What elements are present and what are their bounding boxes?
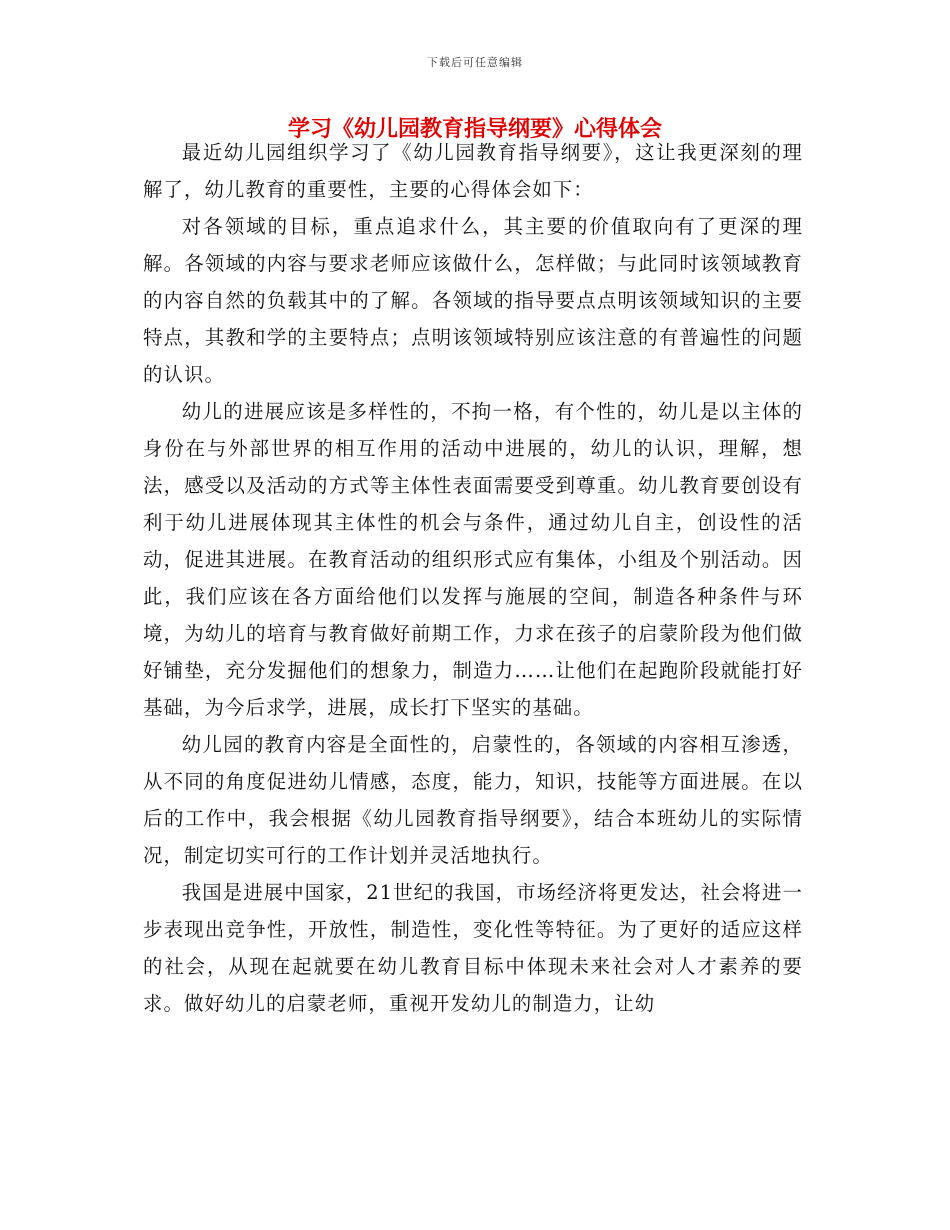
paragraph-1: 最近幼儿园组织学习了《幼儿园教育指导纲要》，这让我更深刻的理解了，幼儿教育的重要性，主要的心得体会如下：	[143, 141, 803, 201]
paragraph-5: 我国是进展中国家，21世纪的我国，市场经济将更发达，社会将进一步表现出竞争性，开放性，制造性，变化性等特征。为了更好的适应这样的社会，从现在起就要在幼儿教育目标中体现未来社会对人才素养的要求。做好幼儿的启蒙老师，重视开发幼儿的制造力，让幼	[143, 881, 803, 1015]
paragraph-4: 幼儿园的教育内容是全面性的，启蒙性的，各领域的内容相互渗透，从不同的角度促进幼儿情感，态度，能力，知识，技能等方面进展。在以后的工作中，我会根据《幼儿园教育指导纲要》，结合本班幼儿的实际情况，制定切实可行的工作计划并灵活地执行。	[143, 733, 803, 867]
header-note: 下载后可任意编辑	[427, 56, 523, 69]
paragraph-2: 对各领域的目标，重点追求什么，其主要的价值取向有了更深的理解。各领域的内容与要求老师应该做什么，怎样做；与此同时该领域教育的内容自然的负载其中的了解。各领域的指导要点点明该领域知识的主要特点，其教和学的主要特点；点明该领域特别应该注意的有普遍性的问题的认识。	[143, 215, 803, 386]
paragraph-3: 幼儿的进展应该是多样性的，不拘一格，有个性的，幼儿是以主体的身份在与外部世界的相互作用的活动中进展的，幼儿的认识，理解，想法，感受以及活动的方式等主体性表面需要受到尊重。幼儿教育要创设有利于幼儿进展体现其主体性的机会与条件，通过幼儿自主，创设性的活动，促进其进展。在教育活动的组织形式应有集体，小组及个别活动。因此，我们应该在各方面给他们以发挥与施展的空间，制造各种条件与环境，为幼儿的培育与教育做好前期工作，力求在孩子的启蒙阶段为他们做好铺垫，充分发掘他们的想象力，制造力……让他们在起跑阶段就能打好基础，为今后求学，进展，成长打下坚实的基础。	[143, 400, 803, 719]
document-body	[143, 134, 803, 1022]
document-title: 学习《幼儿园教育指导纲要》心得体会	[287, 117, 662, 142]
